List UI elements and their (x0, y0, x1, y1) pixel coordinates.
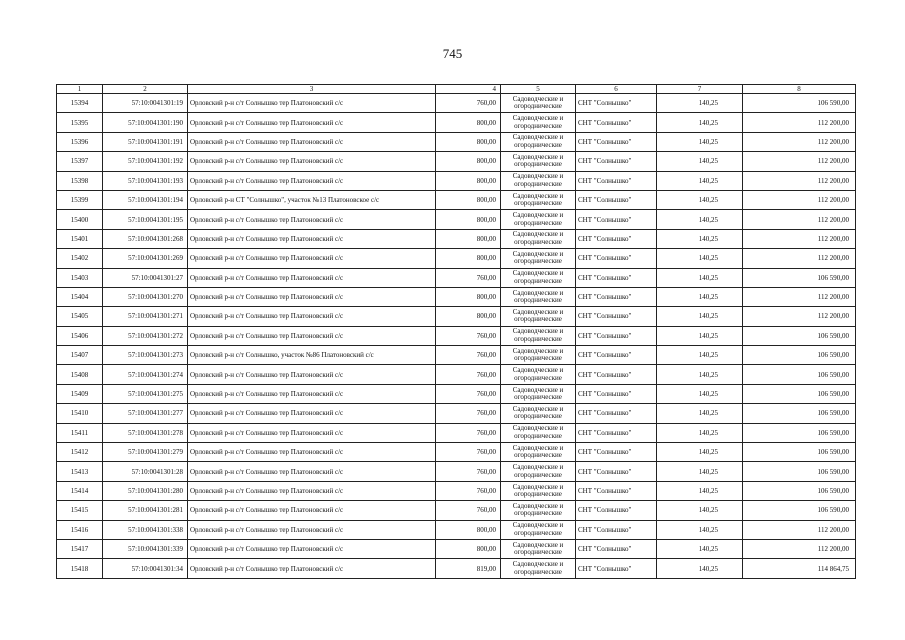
land-use-line: Садоводческие и (512, 133, 564, 142)
cadastral-number: 57:10:0041301:268 (103, 229, 188, 248)
cadastral-value: 106 590,00 (743, 326, 856, 345)
rate: 140,25 (657, 287, 743, 306)
area: 800,00 (436, 520, 501, 539)
address: Орловский р-н с/т Солнышко тер Платоновский с/с (188, 365, 436, 384)
land-use-line: Садоводческие и (512, 463, 564, 472)
land-use-line: огороднические (514, 528, 562, 537)
rate: 140,25 (657, 249, 743, 268)
organization: СНТ "Солнышко" (576, 113, 657, 132)
organization: СНТ "Солнышко" (576, 404, 657, 423)
header-col-6: 6 (576, 85, 657, 94)
header-col-5: 5 (501, 85, 576, 94)
row-number: 15412 (57, 443, 103, 462)
cadastral-number: 57:10:0041301:192 (103, 152, 188, 171)
organization: СНТ "Солнышко" (576, 190, 657, 209)
land-use-line: Садоводческие и (512, 230, 564, 239)
table-row (57, 132, 856, 151)
table-row (57, 94, 856, 113)
cadastral-number: 57:10:0041301:19 (103, 94, 188, 113)
cadastral-number: 57:10:0041301:339 (103, 539, 188, 558)
rate: 140,25 (657, 307, 743, 326)
row-number: 15405 (57, 307, 103, 326)
row-number: 15401 (57, 229, 103, 248)
cadastral-value: 112 200,00 (743, 190, 856, 209)
land-use (501, 501, 576, 520)
header-col-2: 2 (103, 85, 188, 94)
land-use-line: огороднические (514, 179, 562, 188)
organization: СНТ "Солнышко" (576, 307, 657, 326)
land-use (501, 326, 576, 345)
rate: 140,25 (657, 365, 743, 384)
rate: 140,25 (657, 326, 743, 345)
cadastral-value: 106 590,00 (743, 346, 856, 365)
land-use-line: огороднические (514, 354, 562, 363)
rate: 140,25 (657, 346, 743, 365)
area: 760,00 (436, 404, 501, 423)
organization: СНТ "Солнышко" (576, 152, 657, 171)
rate: 140,25 (657, 539, 743, 558)
cadastral-value: 112 200,00 (743, 520, 856, 539)
cadastral-number: 57:10:0041301:28 (103, 462, 188, 481)
row-number: 15398 (57, 171, 103, 190)
address: Орловский р-н с/т Солнышко тер Платоновский с/с (188, 539, 436, 558)
area: 760,00 (436, 443, 501, 462)
organization: СНТ "Солнышко" (576, 94, 657, 113)
area: 760,00 (436, 94, 501, 113)
land-use-line: Садоводческие и (512, 152, 564, 161)
rate: 140,25 (657, 94, 743, 113)
cadastral-value: 112 200,00 (743, 287, 856, 306)
row-number: 15411 (57, 423, 103, 442)
cadastral-value: 106 590,00 (743, 268, 856, 287)
organization: СНТ "Солнышко" (576, 268, 657, 287)
area: 760,00 (436, 268, 501, 287)
cadastral-number: 57:10:0041301:273 (103, 346, 188, 365)
cadastral-number: 57:10:0041301:272 (103, 326, 188, 345)
cadastral-value: 106 590,00 (743, 481, 856, 500)
land-use (501, 210, 576, 229)
cadastral-number: 57:10:0041301:191 (103, 132, 188, 151)
land-use (501, 171, 576, 190)
address: Орловский р-н с/т Солнышко тер Платоновский с/с (188, 268, 436, 287)
area: 760,00 (436, 384, 501, 403)
row-number: 15406 (57, 326, 103, 345)
land-use (501, 384, 576, 403)
cadastral-number: 57:10:0041301:278 (103, 423, 188, 442)
organization: СНТ "Солнышко" (576, 539, 657, 558)
land-use-line: огороднические (514, 276, 562, 285)
land-use-line: огороднические (514, 393, 562, 402)
area: 800,00 (436, 249, 501, 268)
land-use-line: Садоводческие и (512, 346, 564, 355)
table-row (57, 481, 856, 500)
cadastral-value: 112 200,00 (743, 132, 856, 151)
table-body (57, 94, 856, 579)
land-use-line: огороднические (514, 237, 562, 246)
area: 800,00 (436, 307, 501, 326)
rate: 140,25 (657, 152, 743, 171)
land-use (501, 539, 576, 558)
land-use (501, 249, 576, 268)
cadastral-number: 57:10:0041301:274 (103, 365, 188, 384)
rate: 140,25 (657, 404, 743, 423)
land-use-line: огороднические (514, 199, 562, 208)
table-row (57, 423, 856, 442)
table-row (57, 443, 856, 462)
address: Орловский р-н с/т Солнышко тер Платоновский с/с (188, 249, 436, 268)
header-col-3: 3 (188, 85, 436, 94)
area: 800,00 (436, 152, 501, 171)
table-row (57, 346, 856, 365)
cadastral-value: 106 590,00 (743, 365, 856, 384)
land-use (501, 229, 576, 248)
area: 760,00 (436, 462, 501, 481)
land-use-line: Садоводческие и (512, 249, 564, 258)
organization: СНТ "Солнышко" (576, 365, 657, 384)
header-col-1: 1 (57, 85, 103, 94)
area: 819,00 (436, 559, 501, 578)
table-row (57, 539, 856, 558)
land-use (501, 462, 576, 481)
organization: СНТ "Солнышко" (576, 559, 657, 578)
cadastral-number: 57:10:0041301:194 (103, 190, 188, 209)
cadastral-value: 106 590,00 (743, 423, 856, 442)
row-number: 15399 (57, 190, 103, 209)
cadastral-number: 57:10:0041301:270 (103, 287, 188, 306)
cadastral-value: 106 590,00 (743, 384, 856, 403)
cadastral-number: 57:10:0041301:34 (103, 559, 188, 578)
table-row (57, 326, 856, 345)
land-use-line: огороднические (514, 470, 562, 479)
row-number: 15400 (57, 210, 103, 229)
organization: СНТ "Солнышко" (576, 229, 657, 248)
organization: СНТ "Солнышко" (576, 326, 657, 345)
address: Орловский р-н с/т Солнышко тер Платоновский с/с (188, 384, 436, 403)
address: Орловский р-н с/т Солнышко тер Платоновский с/с (188, 287, 436, 306)
rate: 140,25 (657, 462, 743, 481)
land-use (501, 94, 576, 113)
header-row (57, 85, 856, 94)
row-number: 15397 (57, 152, 103, 171)
cadastral-value: 112 200,00 (743, 113, 856, 132)
address: Орловский р-н с/т Солнышко тер Платоновский с/с (188, 326, 436, 345)
land-plots-table (56, 84, 856, 579)
area: 800,00 (436, 113, 501, 132)
land-use-line: огороднические (514, 218, 562, 227)
address: Орловский р-н с/т Солнышко тер Платоновский с/с (188, 152, 436, 171)
address: Орловский р-н с/т Солнышко тер Платоновский с/с (188, 94, 436, 113)
row-number: 15404 (57, 287, 103, 306)
organization: СНТ "Солнышко" (576, 462, 657, 481)
land-use-line: огороднические (514, 490, 562, 498)
land-use (501, 423, 576, 442)
table-row (57, 113, 856, 132)
land-use (501, 287, 576, 306)
row-number: 15416 (57, 520, 103, 539)
header-col-7: 7 (657, 85, 743, 94)
table-row (57, 384, 856, 403)
cadastral-number: 57:10:0041301:281 (103, 501, 188, 520)
land-use-line: огороднические (514, 548, 562, 557)
land-use-line: огороднические (514, 121, 562, 130)
area: 800,00 (436, 171, 501, 190)
rate: 140,25 (657, 481, 743, 500)
table-row (57, 287, 856, 306)
area: 800,00 (436, 229, 501, 248)
table-row (57, 462, 856, 481)
land-use-line: Садоводческие и (512, 288, 564, 297)
row-number: 15408 (57, 365, 103, 384)
organization: СНТ "Солнышко" (576, 384, 657, 403)
table-row (57, 171, 856, 190)
address: Орловский р-н с/т Солнышко тер Платоновский с/с (188, 132, 436, 151)
row-number: 15413 (57, 462, 103, 481)
land-plots-table-container (56, 84, 856, 579)
organization: СНТ "Солнышко" (576, 443, 657, 462)
rate: 140,25 (657, 384, 743, 403)
cadastral-value: 112 200,00 (743, 249, 856, 268)
land-use (501, 113, 576, 132)
rate: 140,25 (657, 113, 743, 132)
land-use (501, 268, 576, 287)
land-use-line: огороднические (514, 334, 562, 343)
rate: 140,25 (657, 501, 743, 520)
organization: СНТ "Солнышко" (576, 249, 657, 268)
area: 800,00 (436, 539, 501, 558)
cadastral-value: 106 590,00 (743, 462, 856, 481)
land-use (501, 346, 576, 365)
land-use-line: огороднические (514, 567, 562, 576)
header-col-8: 8 (743, 85, 856, 94)
table-row (57, 249, 856, 268)
address: Орловский р-н с/т Солнышко тер Платоновский с/с (188, 443, 436, 462)
cadastral-value: 106 590,00 (743, 94, 856, 113)
cadastral-value: 106 590,00 (743, 501, 856, 520)
cadastral-value: 112 200,00 (743, 229, 856, 248)
address: Орловский р-н с/т Солнышко тер Платоновский с/с (188, 423, 436, 442)
land-use-line: Садоводческие и (512, 94, 564, 103)
land-use (501, 559, 576, 578)
cadastral-number: 57:10:0041301:275 (103, 384, 188, 403)
land-use-line: Садоводческие и (512, 307, 564, 316)
area: 800,00 (436, 190, 501, 209)
land-use-line: Садоводческие и (512, 424, 564, 433)
table-row (57, 190, 856, 209)
area: 760,00 (436, 365, 501, 384)
land-use-line: Садоводческие и (512, 366, 564, 375)
organization: СНТ "Солнышко" (576, 132, 657, 151)
row-number: 15402 (57, 249, 103, 268)
rate: 140,25 (657, 171, 743, 190)
address: Орловский р-н с/т Солнышко тер Платоновский с/с (188, 113, 436, 132)
organization: СНТ "Солнышко" (576, 210, 657, 229)
address: Орловский р-н с/т Солнышко тер Платоновский с/с (188, 559, 436, 578)
land-use-line: огороднические (514, 373, 562, 382)
cadastral-value: 112 200,00 (743, 171, 856, 190)
land-use-line: огороднические (514, 140, 562, 149)
address: Орловский р-н с/т Солнышко тер Платоновский с/с (188, 210, 436, 229)
table-row (57, 229, 856, 248)
land-use-line: огороднические (514, 102, 562, 111)
land-use-line: огороднические (514, 431, 562, 440)
table-row (57, 559, 856, 578)
cadastral-number: 57:10:0041301:193 (103, 171, 188, 190)
land-use-line: Садоводческие и (512, 269, 564, 278)
table-row (57, 307, 856, 326)
row-number: 15394 (57, 94, 103, 113)
rate: 140,25 (657, 210, 743, 229)
rate: 140,25 (657, 229, 743, 248)
row-number: 15395 (57, 113, 103, 132)
row-number: 15415 (57, 501, 103, 520)
land-use-line: Садоводческие и (512, 482, 564, 491)
land-use-line: Садоводческие и (512, 560, 564, 569)
land-use-line: Садоводческие и (512, 211, 564, 220)
address: Орловский р-н с/т Солнышко тер Платоновский с/с (188, 462, 436, 481)
address: Орловский р-н с/т Солнышко тер Платоновский с/с (188, 229, 436, 248)
cadastral-value: 112 200,00 (743, 539, 856, 558)
land-use (501, 152, 576, 171)
land-use-line: огороднические (514, 315, 562, 324)
land-use-line: Садоводческие и (512, 404, 564, 413)
land-use-line: огороднические (514, 296, 562, 305)
rate: 140,25 (657, 443, 743, 462)
area: 800,00 (436, 132, 501, 151)
organization: СНТ "Солнышко" (576, 171, 657, 190)
land-use (501, 190, 576, 209)
area: 800,00 (436, 287, 501, 306)
row-number: 15418 (57, 559, 103, 578)
table-row (57, 268, 856, 287)
land-use-line: огороднические (514, 257, 562, 266)
row-number: 15414 (57, 481, 103, 500)
land-use (501, 365, 576, 384)
land-use-line: Садоводческие и (512, 385, 564, 394)
address: Орловский р-н с/т Солнышко тер Платоновский с/с (188, 171, 436, 190)
land-use (501, 404, 576, 423)
address: Орловский р-н с/т Солнышко тер Платоновский с/с (188, 501, 436, 520)
cadastral-value: 112 200,00 (743, 210, 856, 229)
cadastral-number: 57:10:0041301:338 (103, 520, 188, 539)
land-use-line: Садоводческие и (512, 327, 564, 336)
address: Орловский р-н с/т Солнышко тер Платоновский с/с (188, 520, 436, 539)
row-number: 15396 (57, 132, 103, 151)
land-use-line: Садоводческие и (512, 114, 564, 123)
land-use-line: Садоводческие и (512, 172, 564, 181)
cadastral-number: 57:10:0041301:279 (103, 443, 188, 462)
row-number: 15407 (57, 346, 103, 365)
rate: 140,25 (657, 423, 743, 442)
land-use-line: огороднические (514, 509, 562, 518)
organization: СНТ "Солнышко" (576, 346, 657, 365)
table-row (57, 404, 856, 423)
cadastral-number: 57:10:0041301:271 (103, 307, 188, 326)
organization: СНТ "Солнышко" (576, 287, 657, 306)
address: Орловский р-н СТ "Солнышко", участок №13 Платоновское с/с (188, 190, 436, 209)
address: Орловский р-н с/т Солнышко тер Платоновский с/с (188, 481, 436, 500)
organization: СНТ "Солнышко" (576, 423, 657, 442)
rate: 140,25 (657, 132, 743, 151)
land-use-line: Садоводческие и (512, 501, 564, 510)
land-use (501, 307, 576, 326)
area: 760,00 (436, 346, 501, 365)
land-use (501, 443, 576, 462)
organization: СНТ "Солнышко" (576, 481, 657, 500)
area: 760,00 (436, 423, 501, 442)
row-number: 15417 (57, 539, 103, 558)
table-row (57, 520, 856, 539)
page-number: 745 (442, 46, 463, 61)
table-header (57, 85, 856, 94)
cadastral-number: 57:10:0041301:27 (103, 268, 188, 287)
cadastral-value: 112 200,00 (743, 307, 856, 326)
table-row (57, 501, 856, 520)
table-row (57, 152, 856, 171)
area: 800,00 (436, 210, 501, 229)
land-use-line: огороднические (514, 412, 562, 421)
table-row (57, 210, 856, 229)
rate: 140,25 (657, 190, 743, 209)
rate: 140,25 (657, 520, 743, 539)
header-col-4: 4 (436, 85, 501, 94)
cadastral-value: 106 590,00 (743, 404, 856, 423)
land-use-line: огороднические (514, 160, 562, 169)
land-use-line: Садоводческие и (512, 443, 564, 452)
land-use (501, 481, 576, 500)
row-number: 15409 (57, 384, 103, 403)
address: Орловский р-н с/т Солнышко тер Платоновский с/с (188, 307, 436, 326)
land-use-line: огороднические (514, 451, 562, 460)
organization: СНТ "Солнышко" (576, 520, 657, 539)
row-number: 15403 (57, 268, 103, 287)
land-use-line: Садоводческие и (512, 540, 564, 549)
cadastral-number: 57:10:0041301:190 (103, 113, 188, 132)
rate: 140,25 (657, 559, 743, 578)
cadastral-value: 112 200,00 (743, 152, 856, 171)
cadastral-number: 57:10:0041301:195 (103, 210, 188, 229)
area: 760,00 (436, 481, 501, 500)
table-row (57, 365, 856, 384)
organization: СНТ "Солнышко" (576, 501, 657, 520)
address: Орловский р-н с/т Солнышко тер Платоновский с/с (188, 404, 436, 423)
cadastral-number: 57:10:0041301:277 (103, 404, 188, 423)
area: 760,00 (436, 501, 501, 520)
cadastral-value: 114 864,75 (743, 559, 856, 578)
row-number: 15410 (57, 404, 103, 423)
land-use-line: Садоводческие и (512, 521, 564, 530)
cadastral-number: 57:10:0041301:269 (103, 249, 188, 268)
land-use-line: Садоводческие и (512, 191, 564, 200)
cadastral-number: 57:10:0041301:280 (103, 481, 188, 500)
cadastral-value: 106 590,00 (743, 443, 856, 462)
rate: 140,25 (657, 268, 743, 287)
address: Орловский р-н с/т Солнышко, участок №86 Платоновский с/с (188, 346, 436, 365)
land-use (501, 520, 576, 539)
land-use (501, 132, 576, 151)
area: 760,00 (436, 326, 501, 345)
